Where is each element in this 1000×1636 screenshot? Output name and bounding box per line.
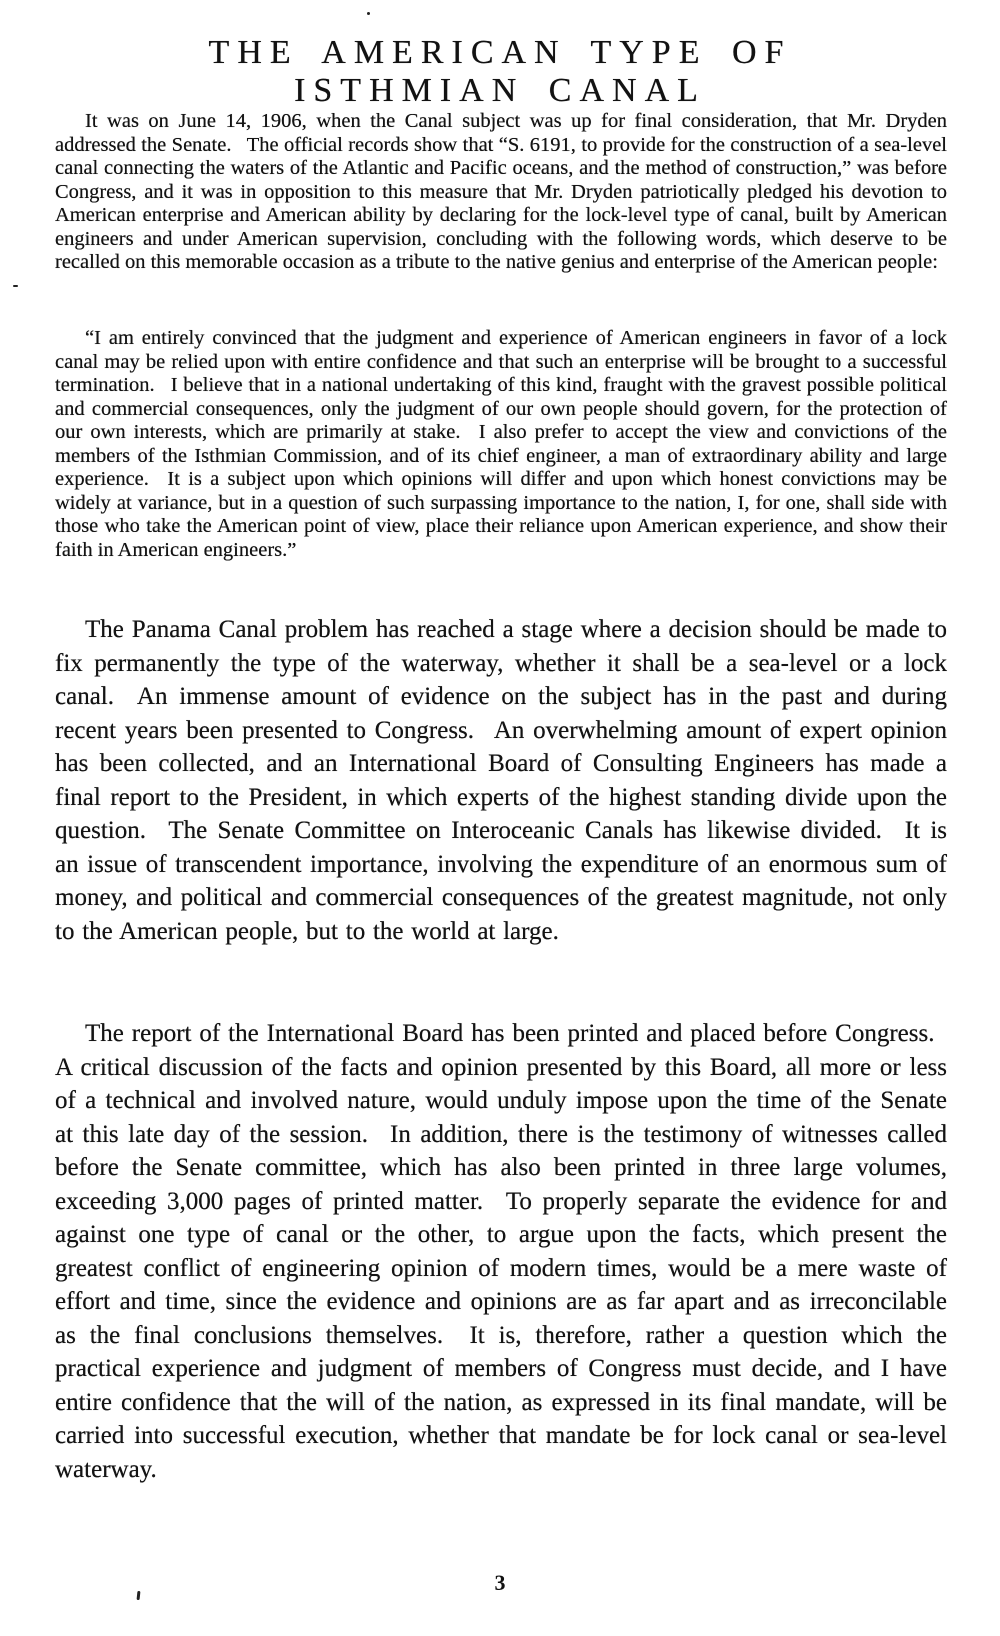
page-title-line-1: THE AMERICAN TYPE OF <box>208 34 792 71</box>
paragraph-board-report: The report of the International Board has been printed and placed before Congress. A critical discussion of the facts and opinion presented by this Board, all more or less of a technical and involved nature, would unduly impose upon the time of the Senate at this late day of the session. In addition, there is the testimony of witnesses called before the Senate committee, which has also been printed in three large volumes, exceeding 3,000 pages of printed matter. To properly separate the evidence for and against one type of canal or the other, to argue upon the facts, which present the greatest conflict of engineering opinion of modern times, would be a mere waste of effort and time, since the evidence and opinions are as far apart and as irreconcilable as the final conclusions themselves. It is, therefore, rather a question which the practical experience and judgment of members of Congress must decide, and I have entire confidence that the will of the nation, as expressed in its final mandate, will be carried into successful execution, whether that mandate be for lock canal or sea-level waterway. <box>55 1020 947 1483</box>
paragraph-dryden-quote: “I am entirely convinced that the judgment and experience of American engineers in favor of a lock canal may be relied upon with entire confidence and that such an enterprise will be brought to a successful termination. I believe that in a national undertaking of this kind, fraught with the gravest possible political and commercial consequences, only the judgment of our own people should govern, for the protection of our own interests, which are primarily at stake. I also prefer to accept the view and convictions of the members of the Isthmian Commission, and of its chief engineer, a man of extraordinary ability and large experience. It is a subject upon which opinions will differ and upon which honest convictions may be widely at variance, but in a question of such surpassing importance to the nation, I, for one, shall side with those who take the American point of view, place their reliance upon American experience, and show their faith in American engineers.” <box>55 327 947 561</box>
page-title <box>0 34 1000 110</box>
paragraph-intro: It was on June 14, 1906, when the Canal subject was up for final consideration, that Mr. Dryden addressed the Senate. The official records show that “S. 6191, to provide for the construction of a sea-level canal connecting the waters of the Atlantic and Pacific oceans, and the method of construction,” was before Congress, and it was in opposition to this measure that Mr. Dryden patriotically pledged his devotion to American enterprise and American ability by declaring for the lock-level type of canal, built by American engineers and under American supervision, concluding with the following words, which deserve to be recalled on this memorable occasion as a tribute to the native genius and enterprise of the American people: <box>55 110 947 273</box>
page-number: 3 <box>494 1570 506 1595</box>
page-title-line-2: ISTHMIAN CANAL <box>294 72 706 109</box>
scan-speck-top <box>367 12 370 15</box>
scan-speck-left-margin <box>13 285 18 287</box>
paragraph-panama-problem: The Panama Canal problem has reached a stage where a decision should be made to fix permanently the type of the waterway, whether it shall be a sea-level or a lock canal. An immense amount of evidence on the subject has in the past and during recent years been presented to Congress. An overwhelming amount of expert opinion has been collected, and an International Board of Consulting Engineers has made a final report to the President, in which experts of the highest standing divide upon the question. The Senate Committee on Interoceanic Canals has likewise divided. It is an issue of transcendent importance, involving the expenditure of an enormous sum of money, and political and commercial consequences of the greatest magnitude, not only to the American people, but to the world at large. <box>55 616 947 945</box>
